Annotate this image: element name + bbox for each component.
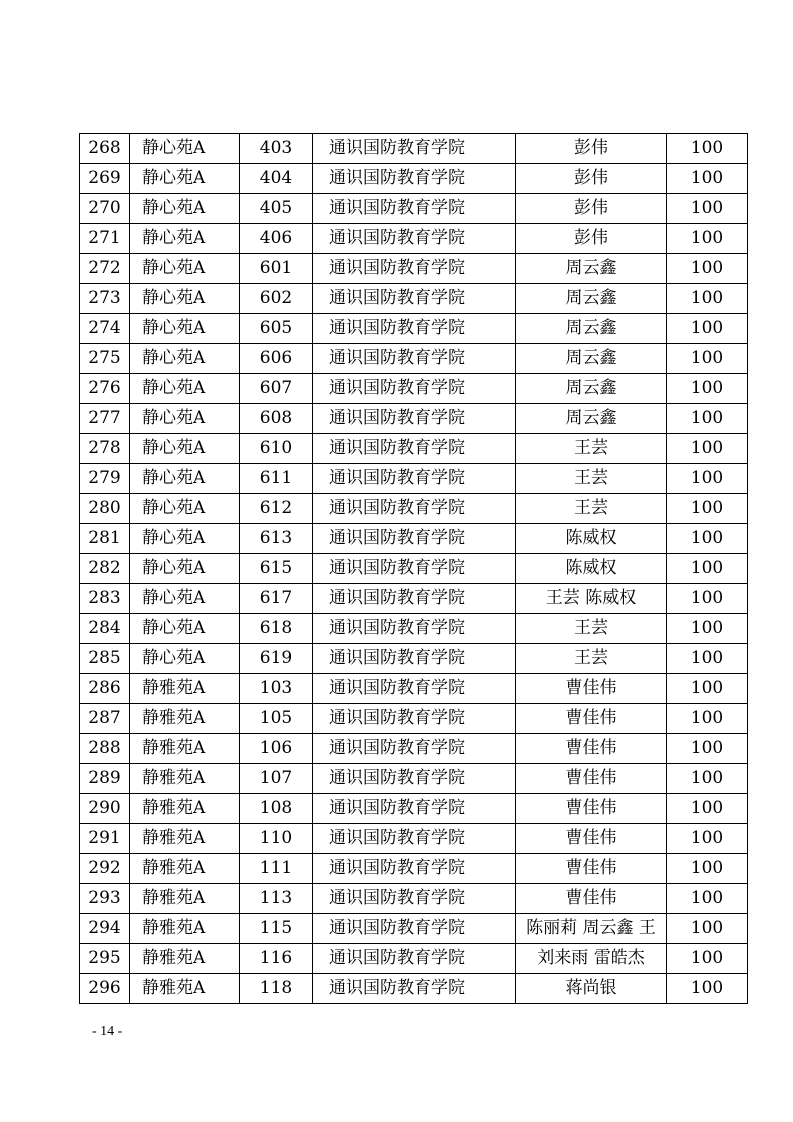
cell-score: 100 bbox=[667, 764, 748, 794]
cell-building: 静心苑A bbox=[130, 494, 240, 524]
table-row bbox=[80, 254, 748, 284]
cell-department: 通识国防教育学院 bbox=[313, 764, 516, 794]
cell-building: 静雅苑A bbox=[130, 854, 240, 884]
cell-score: 100 bbox=[667, 464, 748, 494]
cell-room: 108 bbox=[240, 794, 313, 824]
cell-index: 268 bbox=[80, 134, 130, 164]
cell-department: 通识国防教育学院 bbox=[313, 554, 516, 584]
table-row bbox=[80, 824, 748, 854]
cell-inspector: 曹佳伟 bbox=[516, 764, 667, 794]
cell-score: 100 bbox=[667, 974, 748, 1004]
cell-building: 静心苑A bbox=[130, 254, 240, 284]
cell-index: 276 bbox=[80, 374, 130, 404]
cell-building: 静心苑A bbox=[130, 584, 240, 614]
cell-inspector: 王芸 陈威权 bbox=[516, 584, 667, 614]
cell-inspector: 陈威权 bbox=[516, 524, 667, 554]
table-row bbox=[80, 734, 748, 764]
cell-department: 通识国防教育学院 bbox=[313, 824, 516, 854]
cell-inspector: 王芸 bbox=[516, 434, 667, 464]
cell-inspector: 王芸 bbox=[516, 644, 667, 674]
cell-index: 294 bbox=[80, 914, 130, 944]
table-row bbox=[80, 764, 748, 794]
cell-score: 100 bbox=[667, 824, 748, 854]
table-row bbox=[80, 614, 748, 644]
cell-department: 通识国防教育学院 bbox=[313, 404, 516, 434]
table-row bbox=[80, 944, 748, 974]
cell-room: 618 bbox=[240, 614, 313, 644]
cell-department: 通识国防教育学院 bbox=[313, 974, 516, 1004]
cell-department: 通识国防教育学院 bbox=[313, 434, 516, 464]
cell-room: 613 bbox=[240, 524, 313, 554]
cell-room: 607 bbox=[240, 374, 313, 404]
cell-building: 静心苑A bbox=[130, 464, 240, 494]
cell-room: 605 bbox=[240, 314, 313, 344]
cell-score: 100 bbox=[667, 584, 748, 614]
table-row bbox=[80, 164, 748, 194]
cell-inspector: 周云鑫 bbox=[516, 284, 667, 314]
cell-department: 通识国防教育学院 bbox=[313, 854, 516, 884]
table-row bbox=[80, 794, 748, 824]
cell-inspector: 曹佳伟 bbox=[516, 884, 667, 914]
cell-score: 100 bbox=[667, 794, 748, 824]
cell-index: 289 bbox=[80, 764, 130, 794]
cell-department: 通识国防教育学院 bbox=[313, 164, 516, 194]
cell-building: 静心苑A bbox=[130, 194, 240, 224]
cell-inspector: 周云鑫 bbox=[516, 404, 667, 434]
table-row bbox=[80, 374, 748, 404]
cell-score: 100 bbox=[667, 884, 748, 914]
cell-department: 通识国防教育学院 bbox=[313, 224, 516, 254]
table-row bbox=[80, 464, 748, 494]
cell-inspector: 曹佳伟 bbox=[516, 704, 667, 734]
cell-building: 静雅苑A bbox=[130, 974, 240, 1004]
cell-inspector: 王芸 bbox=[516, 614, 667, 644]
cell-score: 100 bbox=[667, 164, 748, 194]
cell-department: 通识国防教育学院 bbox=[313, 914, 516, 944]
cell-department: 通识国防教育学院 bbox=[313, 344, 516, 374]
cell-index: 273 bbox=[80, 284, 130, 314]
cell-index: 290 bbox=[80, 794, 130, 824]
cell-department: 通识国防教育学院 bbox=[313, 194, 516, 224]
cell-building: 静雅苑A bbox=[130, 704, 240, 734]
cell-index: 279 bbox=[80, 464, 130, 494]
cell-index: 274 bbox=[80, 314, 130, 344]
table-row bbox=[80, 194, 748, 224]
table-row bbox=[80, 284, 748, 314]
cell-room: 404 bbox=[240, 164, 313, 194]
cell-inspector: 周云鑫 bbox=[516, 344, 667, 374]
cell-inspector: 彭伟 bbox=[516, 194, 667, 224]
cell-building: 静心苑A bbox=[130, 614, 240, 644]
cell-index: 271 bbox=[80, 224, 130, 254]
table-row bbox=[80, 224, 748, 254]
cell-building: 静心苑A bbox=[130, 434, 240, 464]
cell-building: 静心苑A bbox=[130, 644, 240, 674]
cell-building: 静雅苑A bbox=[130, 884, 240, 914]
cell-index: 288 bbox=[80, 734, 130, 764]
cell-building: 静心苑A bbox=[130, 314, 240, 344]
cell-score: 100 bbox=[667, 854, 748, 884]
cell-room: 606 bbox=[240, 344, 313, 374]
cell-inspector: 彭伟 bbox=[516, 134, 667, 164]
table-row bbox=[80, 914, 748, 944]
table-body bbox=[80, 134, 748, 1004]
cell-building: 静雅苑A bbox=[130, 734, 240, 764]
cell-department: 通识国防教育学院 bbox=[313, 734, 516, 764]
cell-room: 601 bbox=[240, 254, 313, 284]
cell-index: 283 bbox=[80, 584, 130, 614]
cell-inspector: 曹佳伟 bbox=[516, 794, 667, 824]
cell-score: 100 bbox=[667, 314, 748, 344]
cell-score: 100 bbox=[667, 674, 748, 704]
cell-room: 405 bbox=[240, 194, 313, 224]
table-row bbox=[80, 524, 748, 554]
cell-score: 100 bbox=[667, 404, 748, 434]
cell-building: 静心苑A bbox=[130, 524, 240, 554]
cell-index: 275 bbox=[80, 344, 130, 374]
cell-score: 100 bbox=[667, 704, 748, 734]
cell-room: 611 bbox=[240, 464, 313, 494]
cell-score: 100 bbox=[667, 644, 748, 674]
cell-score: 100 bbox=[667, 134, 748, 164]
cell-index: 270 bbox=[80, 194, 130, 224]
cell-room: 403 bbox=[240, 134, 313, 164]
cell-inspector: 周云鑫 bbox=[516, 254, 667, 284]
cell-inspector: 彭伟 bbox=[516, 164, 667, 194]
table-row bbox=[80, 404, 748, 434]
cell-score: 100 bbox=[667, 914, 748, 944]
table-row bbox=[80, 134, 748, 164]
table-row bbox=[80, 494, 748, 524]
cell-room: 115 bbox=[240, 914, 313, 944]
cell-inspector: 王芸 bbox=[516, 464, 667, 494]
table-row bbox=[80, 434, 748, 464]
cell-room: 406 bbox=[240, 224, 313, 254]
cell-inspector: 周云鑫 bbox=[516, 374, 667, 404]
cell-department: 通识国防教育学院 bbox=[313, 614, 516, 644]
cell-score: 100 bbox=[667, 554, 748, 584]
cell-building: 静雅苑A bbox=[130, 674, 240, 704]
cell-index: 291 bbox=[80, 824, 130, 854]
table-row bbox=[80, 884, 748, 914]
cell-department: 通识国防教育学院 bbox=[313, 644, 516, 674]
cell-inspector: 曹佳伟 bbox=[516, 824, 667, 854]
cell-index: 287 bbox=[80, 704, 130, 734]
cell-department: 通识国防教育学院 bbox=[313, 464, 516, 494]
cell-score: 100 bbox=[667, 614, 748, 644]
cell-index: 296 bbox=[80, 974, 130, 1004]
cell-inspector: 王芸 bbox=[516, 494, 667, 524]
cell-room: 118 bbox=[240, 974, 313, 1004]
cell-building: 静心苑A bbox=[130, 164, 240, 194]
cell-index: 286 bbox=[80, 674, 130, 704]
cell-room: 106 bbox=[240, 734, 313, 764]
cell-department: 通识国防教育学院 bbox=[313, 674, 516, 704]
cell-department: 通识国防教育学院 bbox=[313, 704, 516, 734]
cell-inspector: 周云鑫 bbox=[516, 314, 667, 344]
cell-index: 269 bbox=[80, 164, 130, 194]
cell-department: 通识国防教育学院 bbox=[313, 134, 516, 164]
table-row bbox=[80, 974, 748, 1004]
cell-room: 610 bbox=[240, 434, 313, 464]
cell-score: 100 bbox=[667, 524, 748, 554]
table-row bbox=[80, 674, 748, 704]
table-row bbox=[80, 314, 748, 344]
cell-department: 通识国防教育学院 bbox=[313, 374, 516, 404]
cell-building: 静心苑A bbox=[130, 134, 240, 164]
cell-department: 通识国防教育学院 bbox=[313, 254, 516, 284]
cell-room: 619 bbox=[240, 644, 313, 674]
cell-room: 602 bbox=[240, 284, 313, 314]
cell-department: 通识国防教育学院 bbox=[313, 314, 516, 344]
cell-department: 通识国防教育学院 bbox=[313, 584, 516, 614]
cell-index: 284 bbox=[80, 614, 130, 644]
cell-inspector: 陈威权 bbox=[516, 554, 667, 584]
cell-room: 615 bbox=[240, 554, 313, 584]
cell-inspector: 曹佳伟 bbox=[516, 674, 667, 704]
cell-room: 116 bbox=[240, 944, 313, 974]
cell-room: 105 bbox=[240, 704, 313, 734]
cell-department: 通识国防教育学院 bbox=[313, 944, 516, 974]
cell-score: 100 bbox=[667, 344, 748, 374]
cell-index: 278 bbox=[80, 434, 130, 464]
cell-department: 通识国防教育学院 bbox=[313, 524, 516, 554]
cell-department: 通识国防教育学院 bbox=[313, 794, 516, 824]
cell-index: 272 bbox=[80, 254, 130, 284]
cell-building: 静心苑A bbox=[130, 224, 240, 254]
cell-department: 通识国防教育学院 bbox=[313, 494, 516, 524]
cell-score: 100 bbox=[667, 194, 748, 224]
cell-score: 100 bbox=[667, 434, 748, 464]
cell-room: 107 bbox=[240, 764, 313, 794]
cell-inspector: 蒋尚银 bbox=[516, 974, 667, 1004]
cell-room: 612 bbox=[240, 494, 313, 524]
cell-index: 293 bbox=[80, 884, 130, 914]
cell-index: 281 bbox=[80, 524, 130, 554]
table-row bbox=[80, 644, 748, 674]
cell-room: 608 bbox=[240, 404, 313, 434]
cell-building: 静雅苑A bbox=[130, 794, 240, 824]
cell-building: 静雅苑A bbox=[130, 764, 240, 794]
cell-inspector: 陈丽莉 周云鑫 王 bbox=[516, 914, 667, 944]
cell-room: 617 bbox=[240, 584, 313, 614]
cell-index: 292 bbox=[80, 854, 130, 884]
cell-index: 282 bbox=[80, 554, 130, 584]
cell-department: 通识国防教育学院 bbox=[313, 884, 516, 914]
table-row bbox=[80, 554, 748, 584]
cell-inspector: 曹佳伟 bbox=[516, 854, 667, 884]
cell-score: 100 bbox=[667, 374, 748, 404]
cell-inspector: 曹佳伟 bbox=[516, 734, 667, 764]
cell-score: 100 bbox=[667, 254, 748, 284]
cell-building: 静心苑A bbox=[130, 554, 240, 584]
cell-room: 111 bbox=[240, 854, 313, 884]
cell-building: 静雅苑A bbox=[130, 944, 240, 974]
cell-department: 通识国防教育学院 bbox=[313, 284, 516, 314]
table-row bbox=[80, 344, 748, 374]
cell-building: 静心苑A bbox=[130, 344, 240, 374]
cell-inspector: 刘来雨 雷皓杰 bbox=[516, 944, 667, 974]
table-row bbox=[80, 704, 748, 734]
cell-building: 静心苑A bbox=[130, 374, 240, 404]
dormitory-score-table bbox=[79, 133, 748, 1004]
cell-building: 静心苑A bbox=[130, 404, 240, 434]
cell-index: 295 bbox=[80, 944, 130, 974]
table-row bbox=[80, 584, 748, 614]
cell-index: 280 bbox=[80, 494, 130, 524]
cell-score: 100 bbox=[667, 224, 748, 254]
page-number: - 14 - bbox=[92, 1024, 123, 1039]
cell-score: 100 bbox=[667, 734, 748, 764]
cell-room: 103 bbox=[240, 674, 313, 704]
cell-score: 100 bbox=[667, 284, 748, 314]
cell-score: 100 bbox=[667, 944, 748, 974]
cell-room: 110 bbox=[240, 824, 313, 854]
cell-inspector: 彭伟 bbox=[516, 224, 667, 254]
cell-building: 静雅苑A bbox=[130, 914, 240, 944]
cell-building: 静雅苑A bbox=[130, 824, 240, 854]
cell-building: 静心苑A bbox=[130, 284, 240, 314]
cell-index: 277 bbox=[80, 404, 130, 434]
cell-room: 113 bbox=[240, 884, 313, 914]
cell-score: 100 bbox=[667, 494, 748, 524]
table-row bbox=[80, 854, 748, 884]
cell-index: 285 bbox=[80, 644, 130, 674]
